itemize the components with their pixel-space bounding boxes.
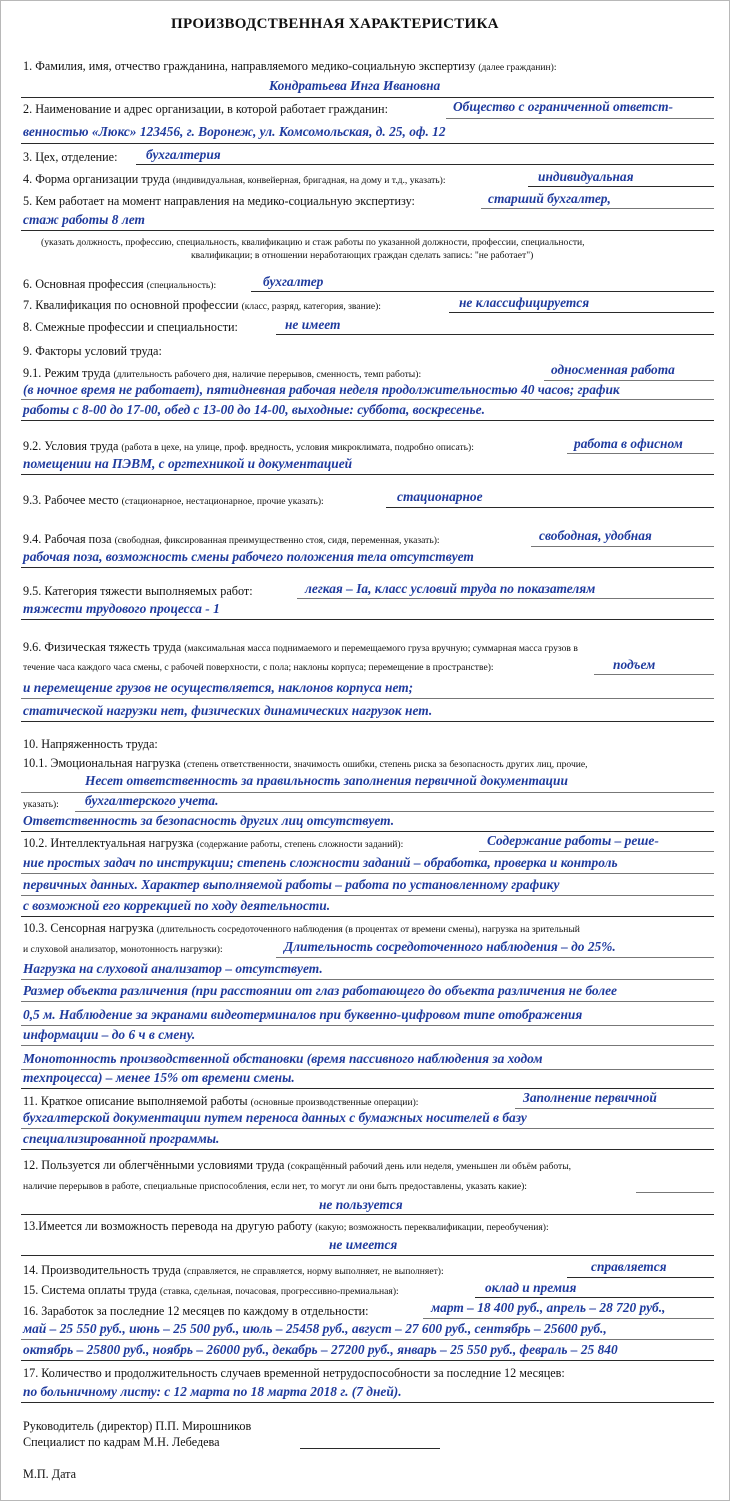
document-title: ПРОИЗВОДСТВЕННАЯ ХАРАКТЕРИСТИКА [171, 16, 499, 32]
field-9-6-value-1: подъем [613, 657, 656, 672]
field-10-2-value-2: ние простых задач по инструкции; степень сложности заданий – обработка, проверка и контроль [23, 855, 618, 870]
field-9-1-note: (длительность рабочего дня, наличие перерывов, сменность, темп работы): [113, 369, 422, 380]
field-9-6-line-3 [21, 721, 714, 722]
field-10-3-value-7: техпроцесса) – менее 15% от времени смены. [23, 1070, 295, 1085]
field-4-note: (индивидуальная, конвейерная, бригадная, на дому и т.д., указать): [172, 175, 446, 186]
field-10-1-line-3 [21, 831, 714, 832]
field-9-2-value-2: помещении на ПЭВМ, с оргтехникой и документацией [23, 456, 353, 471]
field-9-6-note-2: течение часа каждого часа смены, с рабочей поверхности, с пола; наклоны корпуса; перемещение в пространстве): [23, 662, 494, 673]
field-10-2-value-1: Содержание работы – реше- [487, 833, 659, 848]
field-9-1-line-2 [21, 399, 714, 400]
field-15-note: (ставка, сдельная, почасовая, прогрессивно-премиальная): [159, 1286, 399, 1297]
field-13-line [21, 1255, 714, 1256]
field-9-2-label [23, 439, 474, 455]
field-9-6-line-2 [21, 698, 714, 699]
field-9-5-label: 9.5. Категория тяжести выполняемых работ: [23, 584, 253, 598]
signature-line [300, 1448, 440, 1449]
field-14-label [23, 1263, 444, 1279]
field-9-6-value-3: статической нагрузки нет, физических динамических нагрузок нет. [23, 703, 433, 718]
field-12-value: не пользуется [319, 1197, 403, 1212]
field-10-2-line-4 [21, 916, 714, 917]
field-10-2-label-text: 10.2. Интеллектуальная нагрузка [23, 836, 194, 850]
signature-hr: Специалист по кадрам М.Н. Лебедева [23, 1435, 220, 1449]
field-4-line [528, 186, 714, 187]
field-9-6-label [23, 640, 578, 656]
field-10-3-note-2: и слуховой анализатор, монотонность нагрузки): [23, 944, 223, 955]
field-9-1-value-2: (в ночное время не работает), пятидневная рабочая неделя продолжительностью 40 часов; график [23, 382, 620, 397]
field-6-line [251, 291, 714, 292]
field-17-label: 17. Количество и продолжительность случаев временной нетрудоспособности за последние 12 месяцев: [23, 1366, 565, 1380]
field-16-line-2 [21, 1339, 714, 1340]
field-16-line-1 [423, 1318, 714, 1319]
field-1-note: (далее гражданин): [478, 62, 557, 73]
field-9-4-value-1: свободная, удобная [539, 528, 652, 543]
field-9-4-label [23, 532, 440, 548]
signature-director: Руководитель (директор) П.П. Мирошников [23, 1419, 252, 1433]
field-9-3-note: (стационарное, нестационарное, прочие указать): [121, 496, 324, 507]
field-5-note-2: квалификации; в отношении неработающих граждан сделать запись: "не работает") [191, 250, 534, 261]
field-10-1-value-1: Несет ответственность за правильность заполнения первичной документации [85, 773, 568, 788]
field-9-1-value-1: односменная работа [551, 362, 675, 377]
field-11-value-2: бухгалтерской документации путем переноса данных с бумажных носителей в базу [23, 1110, 527, 1125]
field-3-value: бухгалтерия [146, 147, 221, 162]
field-10-3-line-1 [276, 957, 714, 958]
field-9-2-line-1 [567, 453, 714, 454]
field-5-value-2: стаж работы 8 лет [23, 212, 145, 227]
field-7-line [449, 312, 714, 313]
field-10-2-note: (содержание работы, степень сложности заданий): [196, 839, 404, 850]
field-5-label: 5. Кем работает на момент направления на медико-социальную экспертизу: [23, 194, 415, 208]
field-16-value-2: май – 25 550 руб., июнь – 25 500 руб., июль – 25458 руб., август – 27 600 руб., сентябрь – 25600 руб., [23, 1321, 607, 1336]
field-9-1-line-3 [21, 420, 714, 421]
field-11-note: (основные производственные операции): [250, 1097, 419, 1108]
field-6-label [23, 277, 216, 293]
field-12-note-1: (сокращённый рабочий день или неделя, уменьшен ли объём работы, [287, 1161, 572, 1172]
field-10-2-line-1 [479, 851, 714, 852]
field-10-1-value-2: бухгалтерского учета. [85, 793, 219, 808]
field-10-3-line-4 [21, 1025, 714, 1026]
field-12-line-1 [636, 1192, 714, 1193]
field-10-3-value-3: Размер объекта различения (при расстоянии от глаз работающего до объекта различения не более [23, 983, 618, 998]
field-10-3-line-2 [21, 979, 714, 980]
field-2-line-2 [21, 143, 714, 144]
field-12-label-text: 12. Пользуется ли облегчёнными условиями труда [23, 1158, 285, 1172]
field-10-1-note-1: (степень ответственности, значимость ошибки, степень риска за безопасность других лиц, прочие, [183, 759, 588, 770]
field-10-2-label [23, 836, 403, 852]
field-12-note-2: наличие перерывов в работе, специальные приспособления, если нет, то могут ли они быть предоставлены, указать какие): [23, 1181, 527, 1192]
field-7-label-text: 7. Квалификация по основной профессии [23, 298, 239, 312]
field-9-5-value-2: тяжести трудового процесса - 1 [23, 601, 220, 616]
field-4-value: индивидуальная [538, 169, 634, 184]
field-10-3-note-1: (длительность сосредоточенного наблюдения (в процентах от времени смены), нагрузка на зрительный [156, 924, 580, 935]
field-9-4-value-2: рабочая поза, возможность смены рабочего положения тела отсутствует [23, 549, 474, 564]
field-9-4-note: (свободная, фиксированная преимущественно стоя, сидя, переменная, указать): [114, 535, 440, 546]
field-10-1-value-3: Ответственность за безопасность других лиц отсутствует. [23, 813, 395, 828]
field-9-2-label-text: 9.2. Условия труда [23, 439, 119, 453]
field-10-1-note-2: указать): [23, 799, 59, 810]
field-14-line [567, 1277, 714, 1278]
field-14-value: справляется [591, 1259, 667, 1274]
field-11-value-1: Заполнение первичной [523, 1090, 657, 1105]
field-11-value-3: специализированной программы. [23, 1131, 220, 1146]
field-5-value-1: старший бухгалтер, [488, 191, 611, 206]
field-8-value: не имеет [285, 317, 341, 332]
field-11-label-text: 11. Краткое описание выполняемой работы [23, 1094, 248, 1108]
field-1-value: Кондратьева Инга Ивановна [269, 78, 441, 93]
field-9-6-label-text: 9.6. Физическая тяжесть труда [23, 640, 182, 654]
field-9-1-label [23, 366, 421, 382]
field-4-label-text: 4. Форма организации труда [23, 172, 170, 186]
field-10-2-value-4: с возможной его коррекцией по ходу деятельности. [23, 898, 331, 913]
field-5-line-2 [21, 230, 714, 231]
field-10-3-label [23, 921, 580, 937]
field-12-label [23, 1158, 571, 1174]
field-5-note-1: (указать должность, профессию, специальность, квалификацию и стаж работы по указанной должности, профессии, специальности, [41, 237, 585, 248]
field-9-6-line-1 [594, 674, 714, 675]
field-9-5-value-1: легкая – Iа, класс условий труда по показателям [305, 581, 596, 596]
field-13-label [23, 1219, 549, 1235]
field-11-line-2 [21, 1128, 714, 1129]
field-9-2-value-1: работа в офисном [574, 436, 683, 451]
field-9-5-line-2 [21, 619, 714, 620]
field-15-line [475, 1297, 714, 1298]
field-5-line-1 [481, 208, 714, 209]
field-13-value: не имеется [329, 1237, 398, 1252]
field-17-line [21, 1402, 714, 1403]
field-15-label [23, 1283, 399, 1299]
field-7-value: не классифицируется [459, 295, 590, 310]
field-8-line [276, 334, 714, 335]
field-10-1-line-2 [75, 811, 714, 812]
field-9-2-line-2 [21, 474, 714, 475]
field-6-note: (специальность): [146, 280, 217, 291]
field-8-label: 8. Смежные профессии и специальности: [23, 320, 238, 334]
field-9-5-line-1 [297, 598, 714, 599]
field-1-label-text: 1. Фамилия, имя, отчество гражданина, направляемого медико-социальную экспертизу [23, 59, 476, 73]
stamp-date: М.П. Дата [23, 1467, 77, 1481]
field-11-line-3 [21, 1149, 714, 1150]
field-9-3-line [386, 507, 714, 508]
field-10-3-line-5 [21, 1045, 714, 1046]
field-16-value-3: октябрь – 25800 руб., ноябрь – 26000 руб., декабрь – 27200 руб., январь – 25 550 руб., февраль – 25 840 [23, 1342, 618, 1357]
field-3-line [136, 164, 714, 165]
field-9-3-label [23, 493, 324, 509]
field-10-3-value-2: Нагрузка на слуховой анализатор – отсутствует. [23, 961, 323, 976]
field-11-line-1 [515, 1108, 714, 1109]
field-9-4-label-text: 9.4. Рабочая поза [23, 532, 112, 546]
field-10-2-value-3: первичных данных. Характер выполняемой работы – работа по установленному графику [23, 877, 560, 892]
field-10-2-line-3 [21, 895, 714, 896]
field-10-label: 10. Напряженность труда: [23, 737, 158, 751]
field-4-label [23, 172, 446, 188]
field-16-value-1: март – 18 400 руб., апрель – 28 720 руб., [431, 1300, 666, 1315]
field-10-3-value-1: Длительность сосредоточенного наблюдения – до 25%. [284, 939, 616, 954]
field-10-1-label-text: 10.1. Эмоциональная нагрузка [23, 756, 181, 770]
field-13-label-text: 13.Имеется ли возможность перевода на другую работу [23, 1219, 313, 1233]
field-9-2-note: (работа в цехе, на улице, проф. вредность, условия микроклимата, подробно описать): [121, 442, 474, 453]
field-1-line [21, 97, 714, 98]
field-13-note: (какую; возможность переквалификации, переобучения): [315, 1222, 549, 1233]
field-2-value-1: Общество с ограниченной ответст- [453, 99, 673, 114]
field-6-value: бухгалтер [263, 274, 324, 289]
field-16-line-3 [21, 1360, 714, 1361]
field-10-3-value-4: 0,5 м. Наблюдение за экранами видеотерминалов при буквенно-цифровом типе отображения [23, 1007, 583, 1022]
field-9-1-line-1 [544, 380, 714, 381]
field-16-label: 16. Заработок за последние 12 месяцев по каждому в отдельности: [23, 1304, 369, 1318]
field-10-2-line-2 [21, 873, 714, 874]
field-9-3-value: стационарное [397, 489, 483, 504]
field-10-3-line-7 [21, 1088, 714, 1089]
field-12-line-2 [21, 1214, 714, 1215]
field-9-6-note-1: (максимальная масса поднимаемого и перемещаемого груза вручную; суммарная масса грузов в [184, 643, 578, 654]
field-15-value: оклад и премия [485, 1280, 577, 1295]
field-15-label-text: 15. Система оплаты труда [23, 1283, 157, 1297]
field-14-note: (справляется, не справляется, норму выполняет, не выполняет): [183, 1266, 444, 1277]
field-10-3-label-text: 10.3. Сенсорная нагрузка [23, 921, 154, 935]
field-9-3-label-text: 9.3. Рабочее место [23, 493, 119, 507]
field-2-label: 2. Наименование и адрес организации, в которой работает гражданин: [23, 102, 388, 116]
field-7-label [23, 298, 381, 314]
field-11-label [23, 1094, 418, 1110]
field-9-4-line-1 [531, 546, 714, 547]
field-10-3-value-5: информации – до 6 ч в смену. [23, 1027, 196, 1042]
field-10-1-label [23, 756, 588, 772]
field-2-value-2: венностью «Люкс» 123456, г. Воронеж, ул. Комсомольская, д. 25, оф. 12 [23, 124, 446, 139]
field-10-3-line-3 [21, 1001, 714, 1002]
field-2-line-1 [446, 118, 714, 119]
field-7-note: (класс, разряд, категория, звание): [241, 301, 381, 312]
field-1-label [23, 59, 557, 75]
field-9-4-line-2 [21, 567, 714, 568]
field-6-label-text: 6. Основная профессия [23, 277, 144, 291]
field-3-label: 3. Цех, отделение: [23, 150, 118, 164]
field-14-label-text: 14. Производительность труда [23, 1263, 181, 1277]
field-9-1-label-text: 9.1. Режим труда [23, 366, 111, 380]
field-9-6-value-2: и перемещение грузов не осуществляется, наклонов корпуса нет; [23, 680, 414, 695]
field-17-value: по больничному листу: с 12 марта по 18 марта 2018 г. (7 дней). [23, 1384, 402, 1399]
field-10-3-value-6: Монотонность производственной обстановки (время пассивного наблюдения за ходом [23, 1051, 543, 1066]
field-9-label: 9. Факторы условий труда: [23, 344, 162, 358]
field-9-1-value-3: работы с 8-00 до 17-00, обед с 13-00 до 14-00, выходные: суббота, воскресенье. [23, 402, 485, 417]
